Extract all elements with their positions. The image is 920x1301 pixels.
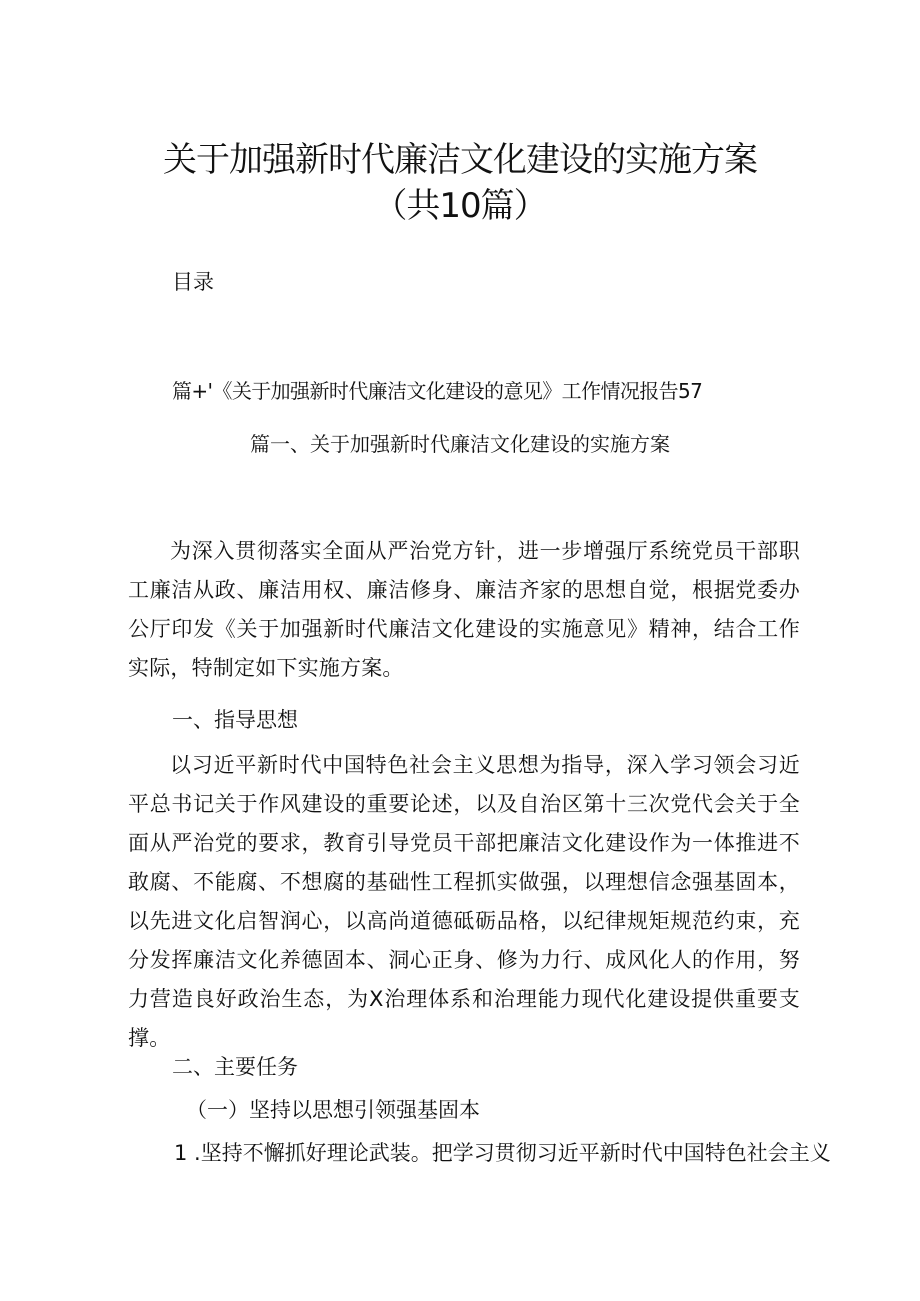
list-item: 1 .坚持不懈抓好理论武装。把学习贯彻习近平新时代中国特色社会主义 [174,1141,831,1165]
toc-heading: 目录 [172,270,214,294]
subsection-heading: （一）坚持以思想引领强基固本 [186,1098,480,1122]
section-heading-main-tasks: 二、主要任务 [172,1055,298,1079]
document-title-count: （共10篇） [373,186,547,226]
intro-paragraph: 为深入贯彻落实全面从严治党方针，进一步增强厅系统党员干部职工廉洁从政、廉洁用权、廉洁修身、廉洁齐家的思想自觉，根据党委办公厅印发《关于加强新时代廉洁文化建设的实施意见》精神，结合工作实际，特制定如下实施方案。 [128,539,800,680]
toc-item: 篇+'《关于加强新时代廉洁文化建设的意见》工作情况报告57 [172,379,703,403]
document-title: 关于加强新时代廉洁文化建设的实施方案 [163,140,757,180]
toc-item: 篇一、关于加强新时代廉洁文化建设的实施方案 [250,432,670,456]
section-heading-guiding-ideology: 一、指导思想 [172,708,298,732]
guiding-ideology-paragraph: 以习近平新时代中国特色社会主义思想为指导，深入学习领会习近平总书记关于作风建设的重要论述，以及自治区第十三次党代会关于全面从严治党的要求，教育引导党员干部把廉洁文化建设作为一体推进不敢腐、不能腐、不想腐的基础性工程抓实做强，以理想信念强基固本，以先进文化启智润心，以高尚道德砥砺品格，以纪律规矩规范约束，充分发挥廉洁文化养德固本、洞心正身、修为力行、成风化人的作用，努力营造良好政治生态，为X治理体系和治理能力现代化建设提供重要支撑。 [128,753,800,1050]
